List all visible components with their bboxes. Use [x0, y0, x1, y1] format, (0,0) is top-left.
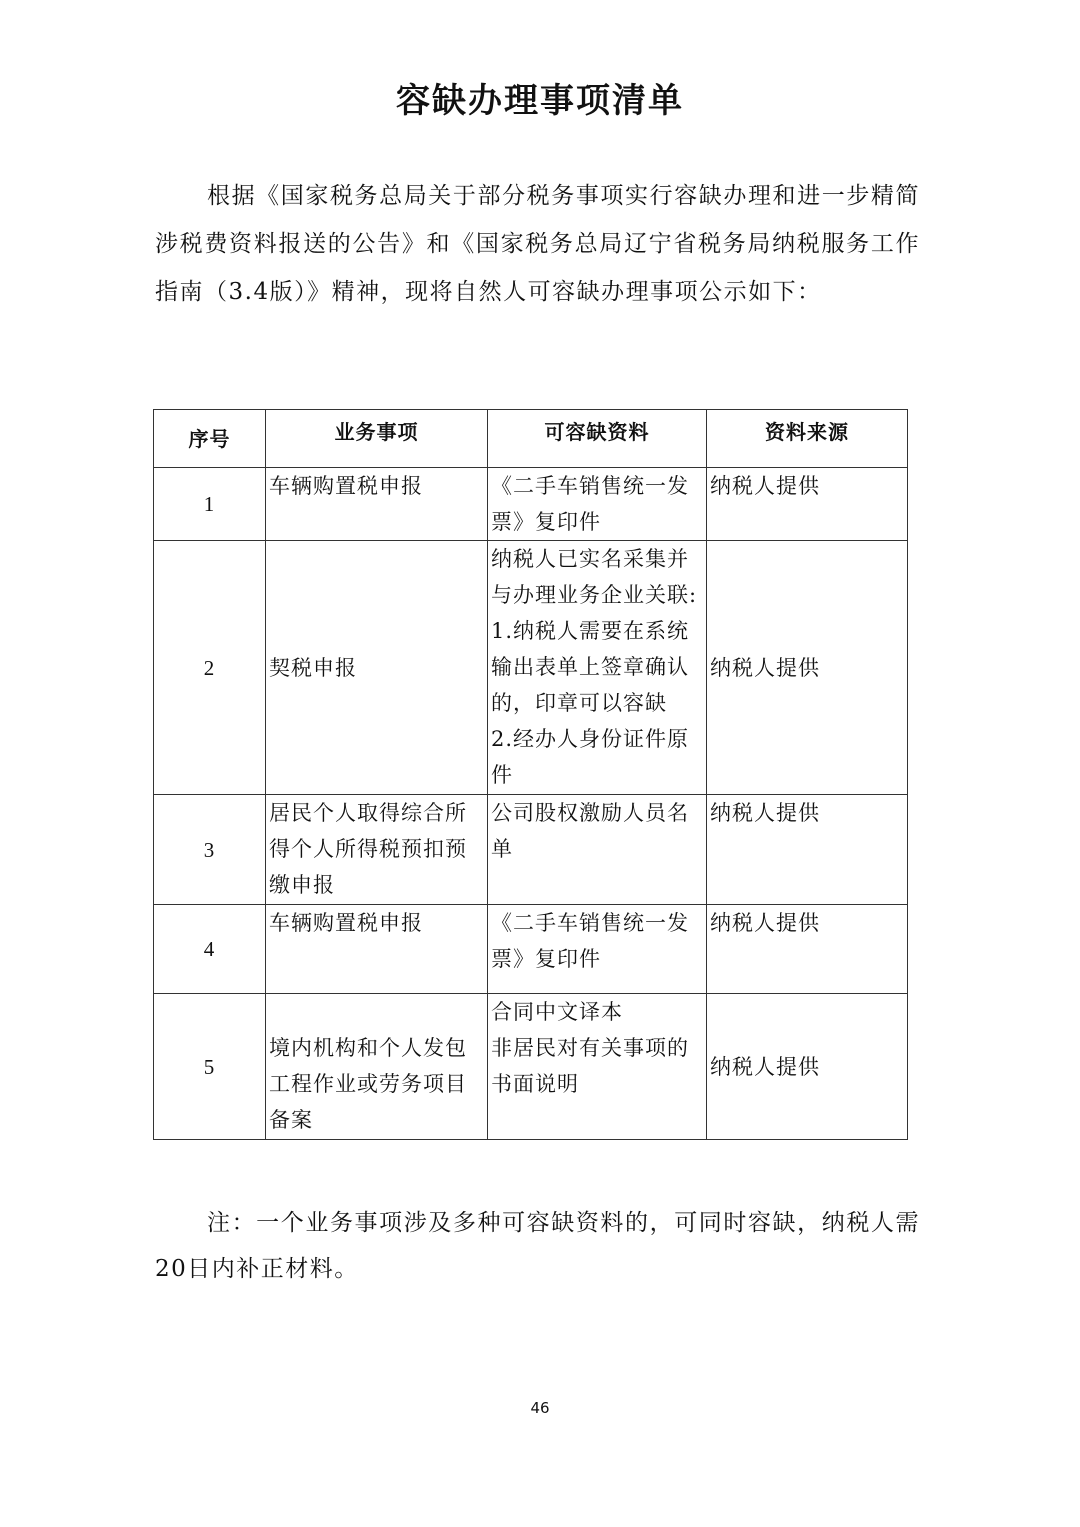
row-source: 纳税人提供	[707, 994, 908, 1140]
note-paragraph: 注：一个业务事项涉及多种可容缺资料的，可同时容缺，纳税人需20日内补正材料。	[155, 1210, 920, 1282]
material-line: 公司股权激励人员名单	[491, 801, 689, 861]
material-line: 合同中文译本	[491, 1000, 623, 1024]
intro-paragraph: 根据《国家税务总局关于部分税务事项实行容缺办理和进一步精简涉税费资料报送的公告》和《国家税务总局辽宁省税务局纳税服务工作指南（3.4版）》精神，现将自然人可容缺办理事项公示如下：	[155, 183, 920, 305]
table-row	[154, 541, 908, 795]
row-no: 2	[154, 541, 266, 795]
row-source: 纳税人提供	[707, 795, 908, 905]
material-line: 1.纳税人需要在系统输出表单上签章确认的，印章可以容缺	[491, 619, 690, 715]
material-line: 纳税人已实名采集并与办理业务企业关联:	[491, 547, 698, 607]
table-row	[154, 905, 908, 994]
row-source: 纳税人提供	[707, 905, 908, 994]
deferral-items-table	[153, 409, 908, 1140]
table-row	[154, 994, 908, 1140]
row-materials	[488, 994, 707, 1140]
table-header-row	[154, 410, 908, 468]
row-materials	[488, 795, 707, 905]
page-number: 46	[530, 1399, 550, 1417]
row-item: 境内机构和个人发包工程作业或劳务项目备案	[266, 994, 488, 1140]
row-no: 1	[154, 468, 266, 541]
header-no: 序号	[154, 410, 266, 468]
material-line: 《二手车销售统一发票》复印件	[491, 911, 689, 971]
header-item: 业务事项	[266, 410, 488, 468]
row-item: 车辆购置税申报	[266, 468, 488, 541]
material-line: 《二手车销售统一发票》复印件	[491, 474, 689, 534]
row-materials	[488, 541, 707, 795]
material-line: 2.经办人身份证件原件	[491, 727, 690, 787]
row-no: 5	[154, 994, 266, 1140]
header-source: 资料来源	[707, 410, 908, 468]
row-item: 契税申报	[266, 541, 488, 795]
row-no: 4	[154, 905, 266, 994]
table-row	[154, 795, 908, 905]
material-line: 非居民对有关事项的书面说明	[491, 1036, 689, 1096]
table-row	[154, 468, 908, 541]
row-item: 车辆购置税申报	[266, 905, 488, 994]
row-materials	[488, 905, 707, 994]
row-source: 纳税人提供	[707, 541, 908, 795]
row-materials	[488, 468, 707, 541]
document-title: 容缺办理事项清单	[396, 81, 684, 121]
row-item: 居民个人取得综合所得个人所得税预扣预缴申报	[266, 795, 488, 905]
header-materials: 可容缺资料	[488, 410, 707, 468]
row-source: 纳税人提供	[707, 468, 908, 541]
row-no: 3	[154, 795, 266, 905]
